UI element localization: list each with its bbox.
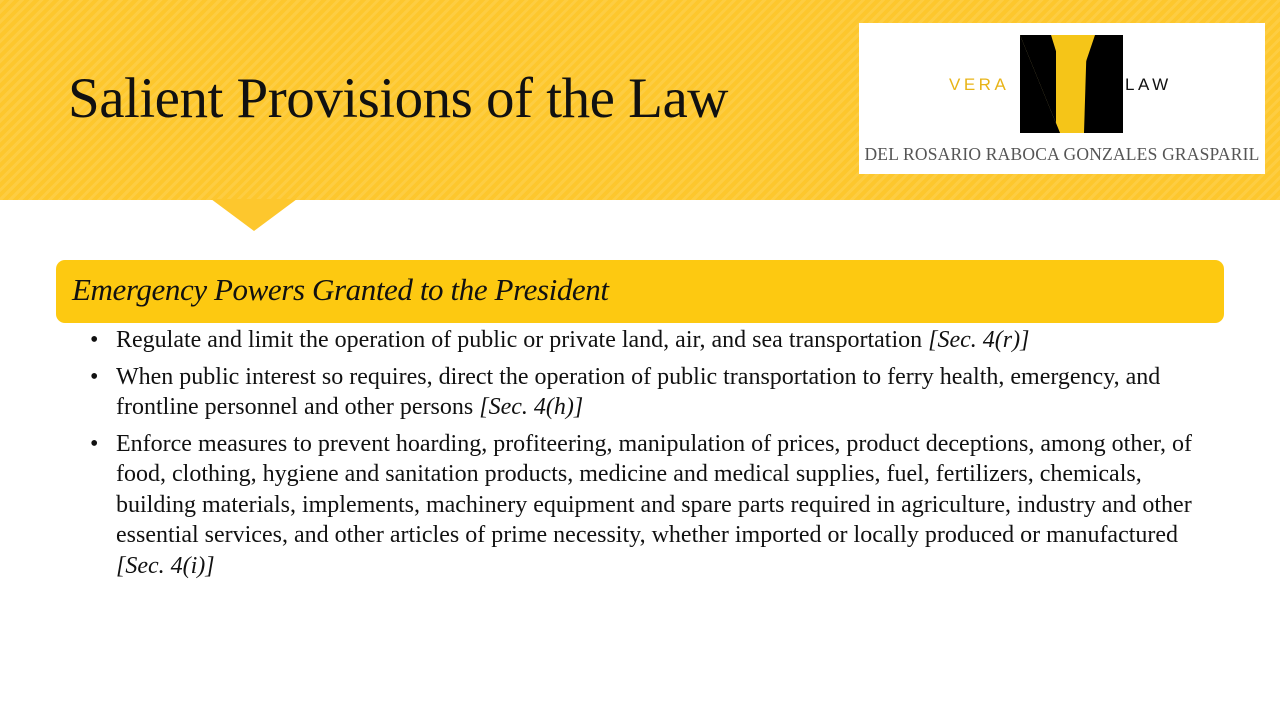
bullet-text: Enforce measures to prevent hoarding, profiteering, manipulation of prices, product deceptions, among other, of food, clothing, hygiene and sanitation products, medicine and medical supplies, fuel, fertilizers, chemicals, building materials, implements, machinery equipment and spare parts required in agriculture, industry and other essential services, and other articles of prime necessity, whether imported or locally produced or manufactured: [116, 430, 1193, 548]
slide-title: Salient Provisions of the Law: [68, 67, 728, 130]
provisions-list: [90, 325, 1200, 587]
logo-word-law: LAW: [1125, 75, 1172, 94]
bullet-icon: •: [90, 430, 99, 457]
bullet-text: When public interest so requires, direct the operation of public transportation to ferry health, emergency, and frontline personnel and other persons: [116, 363, 1161, 420]
list-item: [90, 429, 1200, 582]
bullet-text: Regulate and limit the operation of public or private land, air, and sea transportation: [116, 327, 929, 353]
header-notch: [211, 199, 297, 231]
vera-law-logo: [859, 23, 1265, 174]
logo-firm-names: DEL ROSARIO RABOCA GONZALES GRASPARIL: [864, 144, 1260, 164]
logo-word-vera: VERA: [949, 75, 1010, 94]
bullet-citation: [Sec. 4(r)]: [928, 327, 1030, 353]
bullet-icon: •: [90, 327, 99, 353]
list-item: [90, 362, 1200, 423]
bullet-citation: [Sec. 4(h)]: [479, 394, 584, 420]
section-title: Emergency Powers Granted to the President: [72, 272, 609, 307]
bullet-citation: [Sec. 4(i)]: [116, 552, 215, 579]
list-item: [90, 325, 1200, 356]
bullet-icon: •: [90, 363, 99, 390]
section-heading-bar: [56, 260, 1224, 323]
